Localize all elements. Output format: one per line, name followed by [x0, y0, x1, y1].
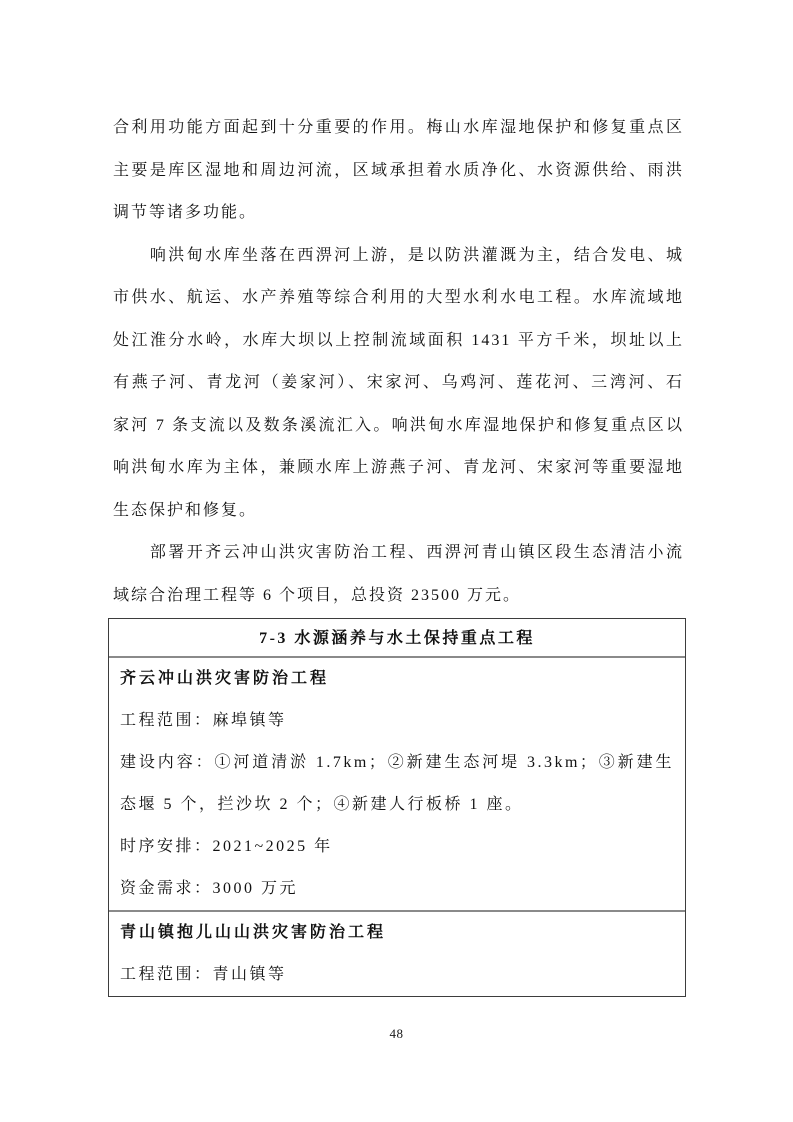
body-paragraphs — [113, 107, 684, 617]
page-number: 48 — [389, 1026, 404, 1041]
table-row: 工程范围：麻埠镇等 — [120, 712, 287, 729]
paragraph — [113, 107, 684, 235]
table-row: 时序安排：2021~2025 年 — [120, 838, 333, 855]
paragraph-line: 响洪甸水库坐落在西淠河上游，是以防洪灌溉为主，结合发电、城 — [113, 246, 684, 264]
table-row: 建设内容：①河道清淤 1.7km；②新建生态河堤 3.3km；③新建生态堰 5 个，拦沙坎 2 个；④新建人行板桥 1 座。 — [120, 754, 674, 813]
table-section-title: 齐云冲山洪灾害防治工程 — [120, 670, 330, 687]
table-section — [109, 658, 685, 910]
paragraph-line: 有燕子河、青龙河（姜家河）、宋家河、乌鸡河、莲花河、三湾河、石 — [113, 374, 684, 391]
table-row: 工程范围：青山镇等 — [120, 966, 287, 983]
paragraph-line: 主要是库区湿地和周边河流，区域承担着水质净化、水资源供给、雨洪 — [113, 161, 684, 179]
paragraph-line: 域综合治理工程等 6 个项目，总投资 23500 万元。 — [113, 586, 522, 604]
paragraph — [113, 532, 684, 617]
paragraph-line: 市供水、航运、水产养殖等综合利用的大型水利水电工程。水库流域地 — [113, 289, 684, 306]
key-projects-table — [108, 618, 686, 997]
paragraph-line: 处江淮分水岭，水库大坝以上控制流域面积 1431 平方千米，坝址以上 — [113, 331, 684, 349]
paragraph-line: 调节等诸多功能。 — [113, 204, 258, 221]
paragraph-line: 家河 7 条支流以及数条溪流汇入。响洪甸水库湿地保护和修复重点区以 — [113, 416, 684, 434]
table-section-title: 青山镇抱儿山山洪灾害防治工程 — [120, 924, 387, 941]
table-row: 资金需求：3000 万元 — [120, 880, 299, 897]
paragraph-line: 生态保护和修复。 — [113, 501, 258, 519]
paragraph — [113, 235, 684, 533]
paragraph-line: 部署开齐云冲山洪灾害防治工程、西淠河青山镇区段生态清洁小流 — [113, 544, 684, 561]
paragraph-line: 合利用功能方面起到十分重要的作用。梅山水库湿地保护和修复重点区 — [113, 119, 684, 136]
paragraph-line: 响洪甸水库为主体，兼顾水库上游燕子河、青龙河、宋家河等重要湿地 — [113, 459, 684, 476]
page-content — [113, 107, 684, 997]
table-section — [109, 910, 685, 996]
table-sections — [109, 658, 685, 996]
table-title: 7-3 水源涵养与水土保持重点工程 — [109, 619, 685, 658]
